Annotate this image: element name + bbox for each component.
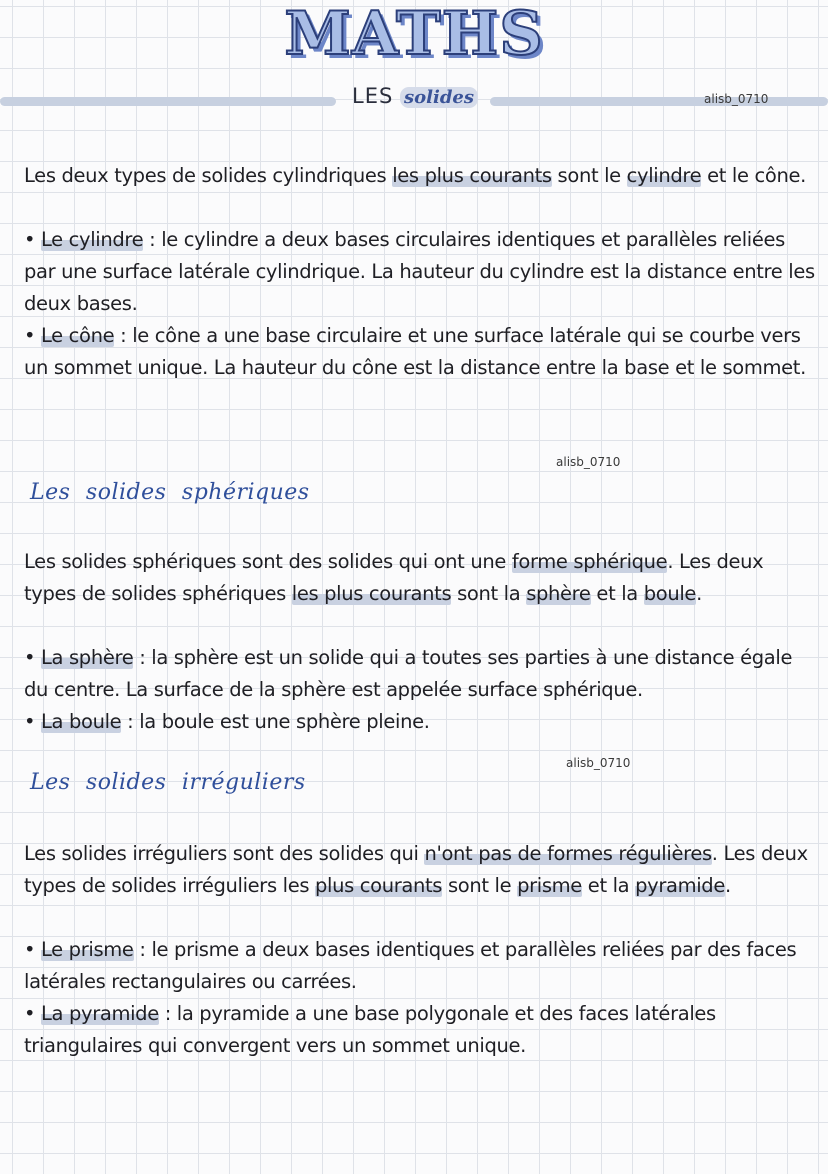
irreguliers-section xyxy=(24,838,816,1062)
page-title: MATHS xyxy=(284,0,544,69)
term-highlight: La boule xyxy=(41,710,122,733)
highlight: plus courants xyxy=(315,874,443,897)
bullet-prisme: • Le prisme : le prisme a deux bases identiques et parallèles reliées par des faces latérales rectangulaires ou carrées. xyxy=(24,938,797,993)
spheriques-section xyxy=(24,546,816,738)
bullet-cone: • Le cône : le cône a une base circulaire et une surface latérale qui se courbe vers un sommet unique. La hauteur du cône est la distance entre la base et le sommet. xyxy=(24,324,806,379)
highlight: cylindre xyxy=(626,164,702,187)
header-rule-left xyxy=(0,97,336,106)
term-highlight: La sphère xyxy=(41,646,134,669)
section-heading-spheriques: Les solides sphériques xyxy=(30,480,310,505)
intro-section xyxy=(24,160,816,384)
spheriques-paragraph: Les solides sphériques sont des solides qui ont une forme sphérique. Les deux types de solides sphériques les plus courants sont la sphère et la boule. xyxy=(24,550,764,605)
section-heading-irreguliers: Les solides irréguliers xyxy=(30,770,306,795)
subtitle-prefix: LES xyxy=(352,84,394,108)
author-watermark: alisb_0710 xyxy=(556,455,621,469)
irreguliers-paragraph: Les solides irréguliers sont des solides qui n'ont pas de formes régulières. Les deux types de solides irréguliers les plus courants sont le prisme et la pyramide. xyxy=(24,842,808,897)
term-highlight: Le cylindre xyxy=(41,228,144,251)
page-subtitle xyxy=(342,86,488,107)
highlight: les plus courants xyxy=(291,582,452,605)
highlight: sphère xyxy=(526,582,591,605)
header-rule-right xyxy=(490,97,828,106)
bullet-boule: • La boule : la boule est une sphère pleine. xyxy=(24,710,430,733)
highlight: pyramide xyxy=(635,874,725,897)
highlight: forme sphérique xyxy=(511,550,668,573)
term-highlight: La pyramide xyxy=(41,1002,159,1025)
bullet-cylindre: • Le cylindre : le cylindre a deux bases circulaires identiques et parallèles reliées par une surface latérale cylindrique. La hauteur du cylindre est la distance entre les deux bases. xyxy=(24,228,815,315)
term-highlight: Le cône xyxy=(41,324,115,347)
author-watermark: alisb_0710 xyxy=(704,92,769,106)
bullet-sphere: • La sphère : la sphère est un solide qui a toutes ses parties à une distance égale du centre. La surface de la sphère est appelée surface sphérique. xyxy=(24,646,793,701)
subtitle-word: solides xyxy=(400,87,478,108)
author-watermark: alisb_0710 xyxy=(566,756,631,770)
bullet-pyramide: • La pyramide : la pyramide a une base polygonale et des faces latérales triangulaires qui convergent vers un sommet unique. xyxy=(24,1002,716,1057)
highlight: boule xyxy=(643,582,697,605)
highlight: n'ont pas de formes régulières xyxy=(424,842,712,865)
term-highlight: Le prisme xyxy=(41,938,134,961)
highlight: les plus courants xyxy=(392,164,552,187)
intro-paragraph: Les deux types de solides cylindriques les plus courants sont le cylindre et le cône. xyxy=(24,164,806,187)
highlight: prisme xyxy=(517,874,582,897)
